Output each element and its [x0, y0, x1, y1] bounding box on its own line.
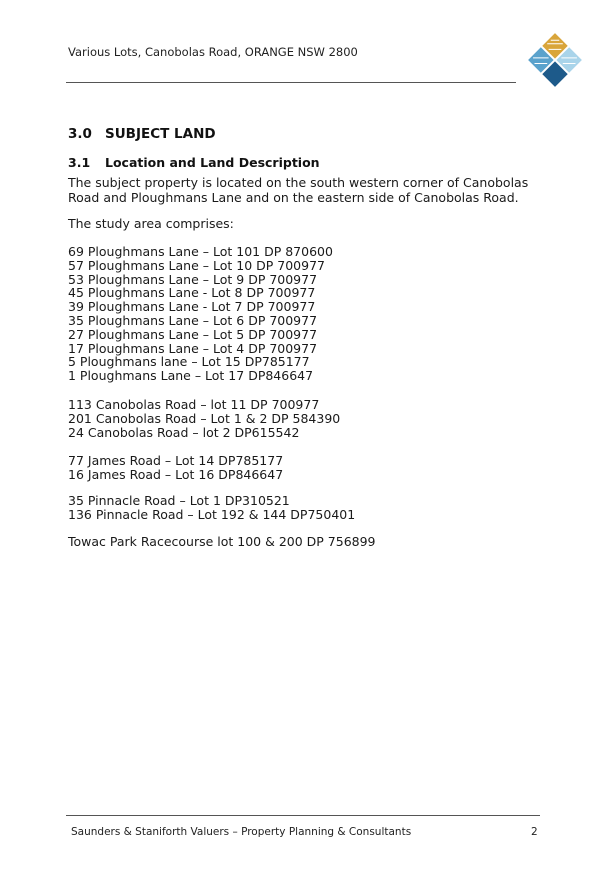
footer-divider — [66, 815, 540, 816]
towac-park-item — [68, 535, 548, 549]
list-item: 201 Canobolas Road – Lot 1 & 2 DP 584390 — [68, 410, 341, 426]
list-item: 1 Ploughmans Lane – Lot 17 DP846647 — [68, 368, 314, 384]
company-logo-icon — [527, 32, 583, 88]
subsection-title: Location and Land Description — [105, 155, 320, 170]
list-item: 57 Ploughmans Lane – Lot 10 DP 700977 — [68, 257, 325, 273]
list-item: 39 Ploughmans Lane - Lot 7 DP 700977 — [68, 299, 316, 315]
pinnacle-road-list — [68, 494, 548, 522]
list-item: 5 Ploughmans lane – Lot 15 DP785177 — [68, 354, 310, 370]
list-item: 113 Canobolas Road – lot 11 DP 700977 — [68, 397, 320, 412]
canobolas-road-list — [68, 398, 548, 439]
list-item: 35 Pinnacle Road – Lot 1 DP310521 — [68, 493, 290, 508]
list-item: 136 Pinnacle Road – Lot 192 & 144 DP750401 — [68, 506, 356, 522]
list-item: 16 James Road – Lot 16 DP846647 — [68, 466, 284, 482]
section-title: SUBJECT LAND — [105, 126, 216, 142]
footer-company: Saunders & Staniforth Valuers – Property Planning & Consultants — [71, 826, 412, 838]
list-item: 53 Ploughmans Lane – Lot 9 DP 700977 — [68, 271, 318, 287]
section-number: 3.0 — [68, 126, 92, 142]
page-number: 2 — [531, 826, 538, 838]
list-item: 77 James Road – Lot 14 DP785177 — [68, 453, 284, 468]
study-area-intro: The study area comprises: — [68, 216, 234, 231]
list-item: 35 Ploughmans Lane – Lot 6 DP 700977 — [68, 312, 318, 328]
list-item: 45 Ploughmans Lane - Lot 8 DP 700977 — [68, 285, 316, 301]
list-item: 24 Canobolas Road – lot 2 DP615542 — [68, 424, 300, 440]
section-heading — [68, 126, 216, 142]
james-road-list — [68, 454, 548, 482]
ploughmans-lane-list — [68, 245, 548, 383]
location-description: The subject property is located on the south western corner of Canobolas Road and Ploughmans Lane and on the eastern side of Canobolas Road. — [68, 175, 529, 205]
list-item: 27 Ploughmans Lane – Lot 5 DP 700977 — [68, 326, 318, 342]
subsection-heading — [68, 155, 320, 170]
subsection-number: 3.1 — [68, 155, 91, 170]
header-divider — [66, 82, 516, 83]
list-item: 17 Ploughmans Lane – Lot 4 DP 700977 — [68, 340, 318, 356]
list-item: Towac Park Racecourse lot 100 & 200 DP 756899 — [68, 534, 376, 549]
list-item: 69 Ploughmans Lane – Lot 101 DP 870600 — [68, 244, 333, 259]
header-address: Various Lots, Canobolas Road, ORANGE NSW 2800 — [68, 45, 358, 59]
